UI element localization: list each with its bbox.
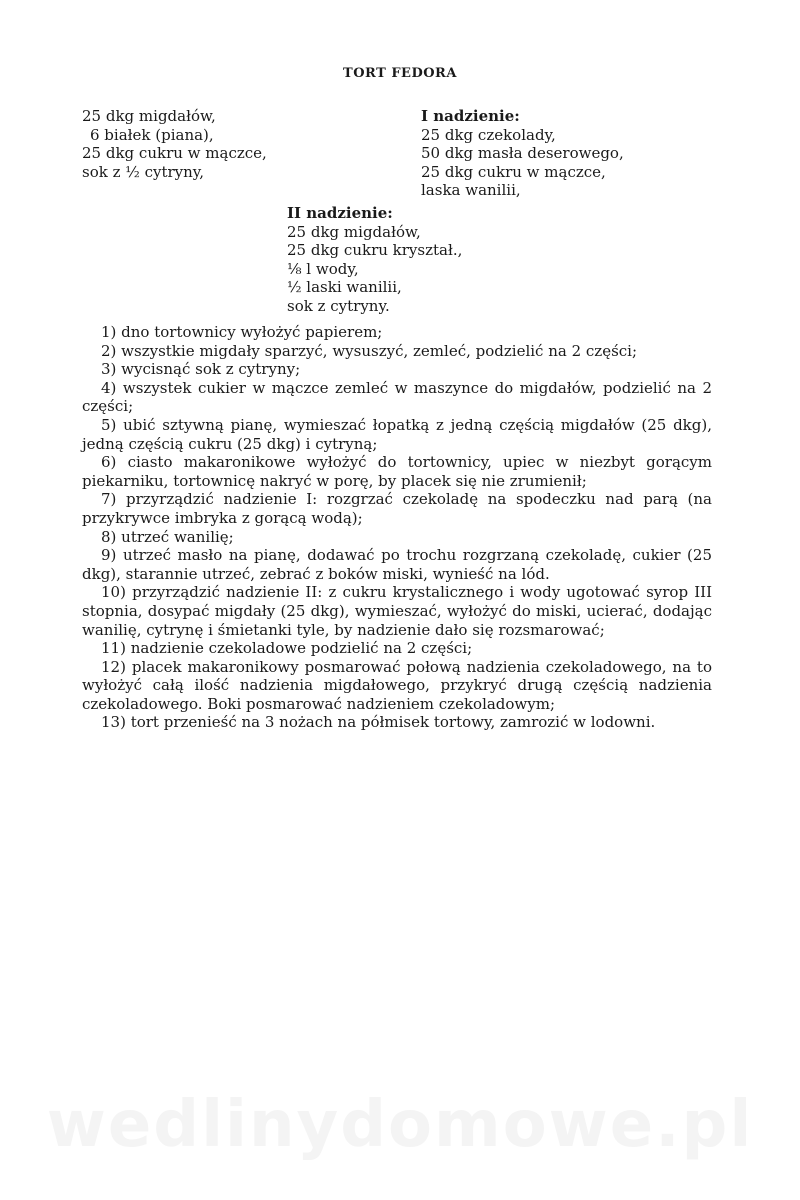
ingredient-line: 25 dkg migdałów, xyxy=(82,107,216,125)
filling-1-item: 25 dkg cukru w mączce, xyxy=(421,162,606,181)
filling-2-item: 25 dkg cukru kryształ., xyxy=(287,241,463,259)
step: 8) utrzeć wanilię; xyxy=(101,527,234,546)
watermark: wedlinydomowe.pl xyxy=(46,1088,754,1162)
filling-2 xyxy=(287,204,462,315)
step: 12) placek makaronikowy posmarować połową nadzienia czekoladowego, na to wyłożyć całą ilość nadzienia migdałowego, przykryć drugą częścią nadzienia czekoladowego. Boki posmarować nadzieniem czekoladowym; xyxy=(82,657,712,713)
filling-1-item: 25 dkg czekolady, xyxy=(421,125,556,144)
filling-2-heading: II nadzienie: xyxy=(287,204,393,222)
step: 1) dno tortownicy wyłożyć papierem; xyxy=(101,323,383,341)
filling-1-heading: I nadzienie: xyxy=(421,107,520,125)
step: 13) tort przenieść na 3 nożach na półmisek tortowy, zamrozić w lodowni. xyxy=(101,713,656,732)
recipe-steps xyxy=(82,323,712,732)
step: 11) nadzienie czekoladowe podzielić na 2 części; xyxy=(101,639,473,658)
recipe-title: TORT FEDORA xyxy=(343,66,457,81)
step: 4) wszystek cukier w mączce zemleć w maszynce do migdałów, podzielić na 2 części; xyxy=(82,378,712,416)
filling-2-item: 25 dkg migdałów, xyxy=(287,222,421,241)
ingredient-line: sok z ½ cytryny, xyxy=(82,162,205,181)
filling-2-item: sok z cytryny. xyxy=(287,296,390,315)
ingredient-line: 6 białek (piana), xyxy=(90,125,214,144)
filling-1-item: laska wanilii, xyxy=(421,181,521,199)
step: 6) ciasto makaronikowe wyłożyć do tortownicy, upiec w niezbyt gorącym piekarniku, tortownicę nakryć w porę, by placek się nie zrumienił; xyxy=(82,453,712,490)
step: 3) wycisnąć sok z cytryny; xyxy=(101,360,301,379)
filling-1 xyxy=(421,107,624,200)
filling-1-item: 50 dkg masła deserowego, xyxy=(421,144,624,162)
step: 5) ubić sztywną pianę, wymieszać łopatką z jedną częścią migdałów (25 dkg), jedną częścią cukru (25 dkg) i cytryną; xyxy=(82,415,712,453)
filling-2-item: ½ laski wanilii, xyxy=(287,278,402,296)
step: 9) utrzeć masło na pianę, dodawać po trochu rozgrzaną czekoladę, cukier (25 dkg), starannie utrzeć, zebrać z boków miski, wynieść na lód. xyxy=(82,546,712,583)
step: 2) wszystkie migdały sparzyć, wysuszyć, zemleć, podzielić na 2 części; xyxy=(101,341,638,360)
step: 10) przyrządzić nadzienie II: z cukru krystalicznego i wody ugotować syrop III stopnia, dosypać migdały (25 dkg), wymieszać, wyłożyć do miski, ucierać, dodając wanilię, cytrynę i śmietanki tyle, by nadzienie dało się rozsmarować; xyxy=(82,583,712,639)
filling-2-item: ⅛ l wody, xyxy=(287,259,359,278)
ingredients-left xyxy=(82,107,267,181)
ingredient-line: 25 dkg cukru w mączce, xyxy=(82,144,267,162)
step: 7) przyrządzić nadzienie I: rozgrzać czekoladę na spodeczku nad parą (na przykrywce imbryka z gorącą wodą); xyxy=(82,490,712,527)
